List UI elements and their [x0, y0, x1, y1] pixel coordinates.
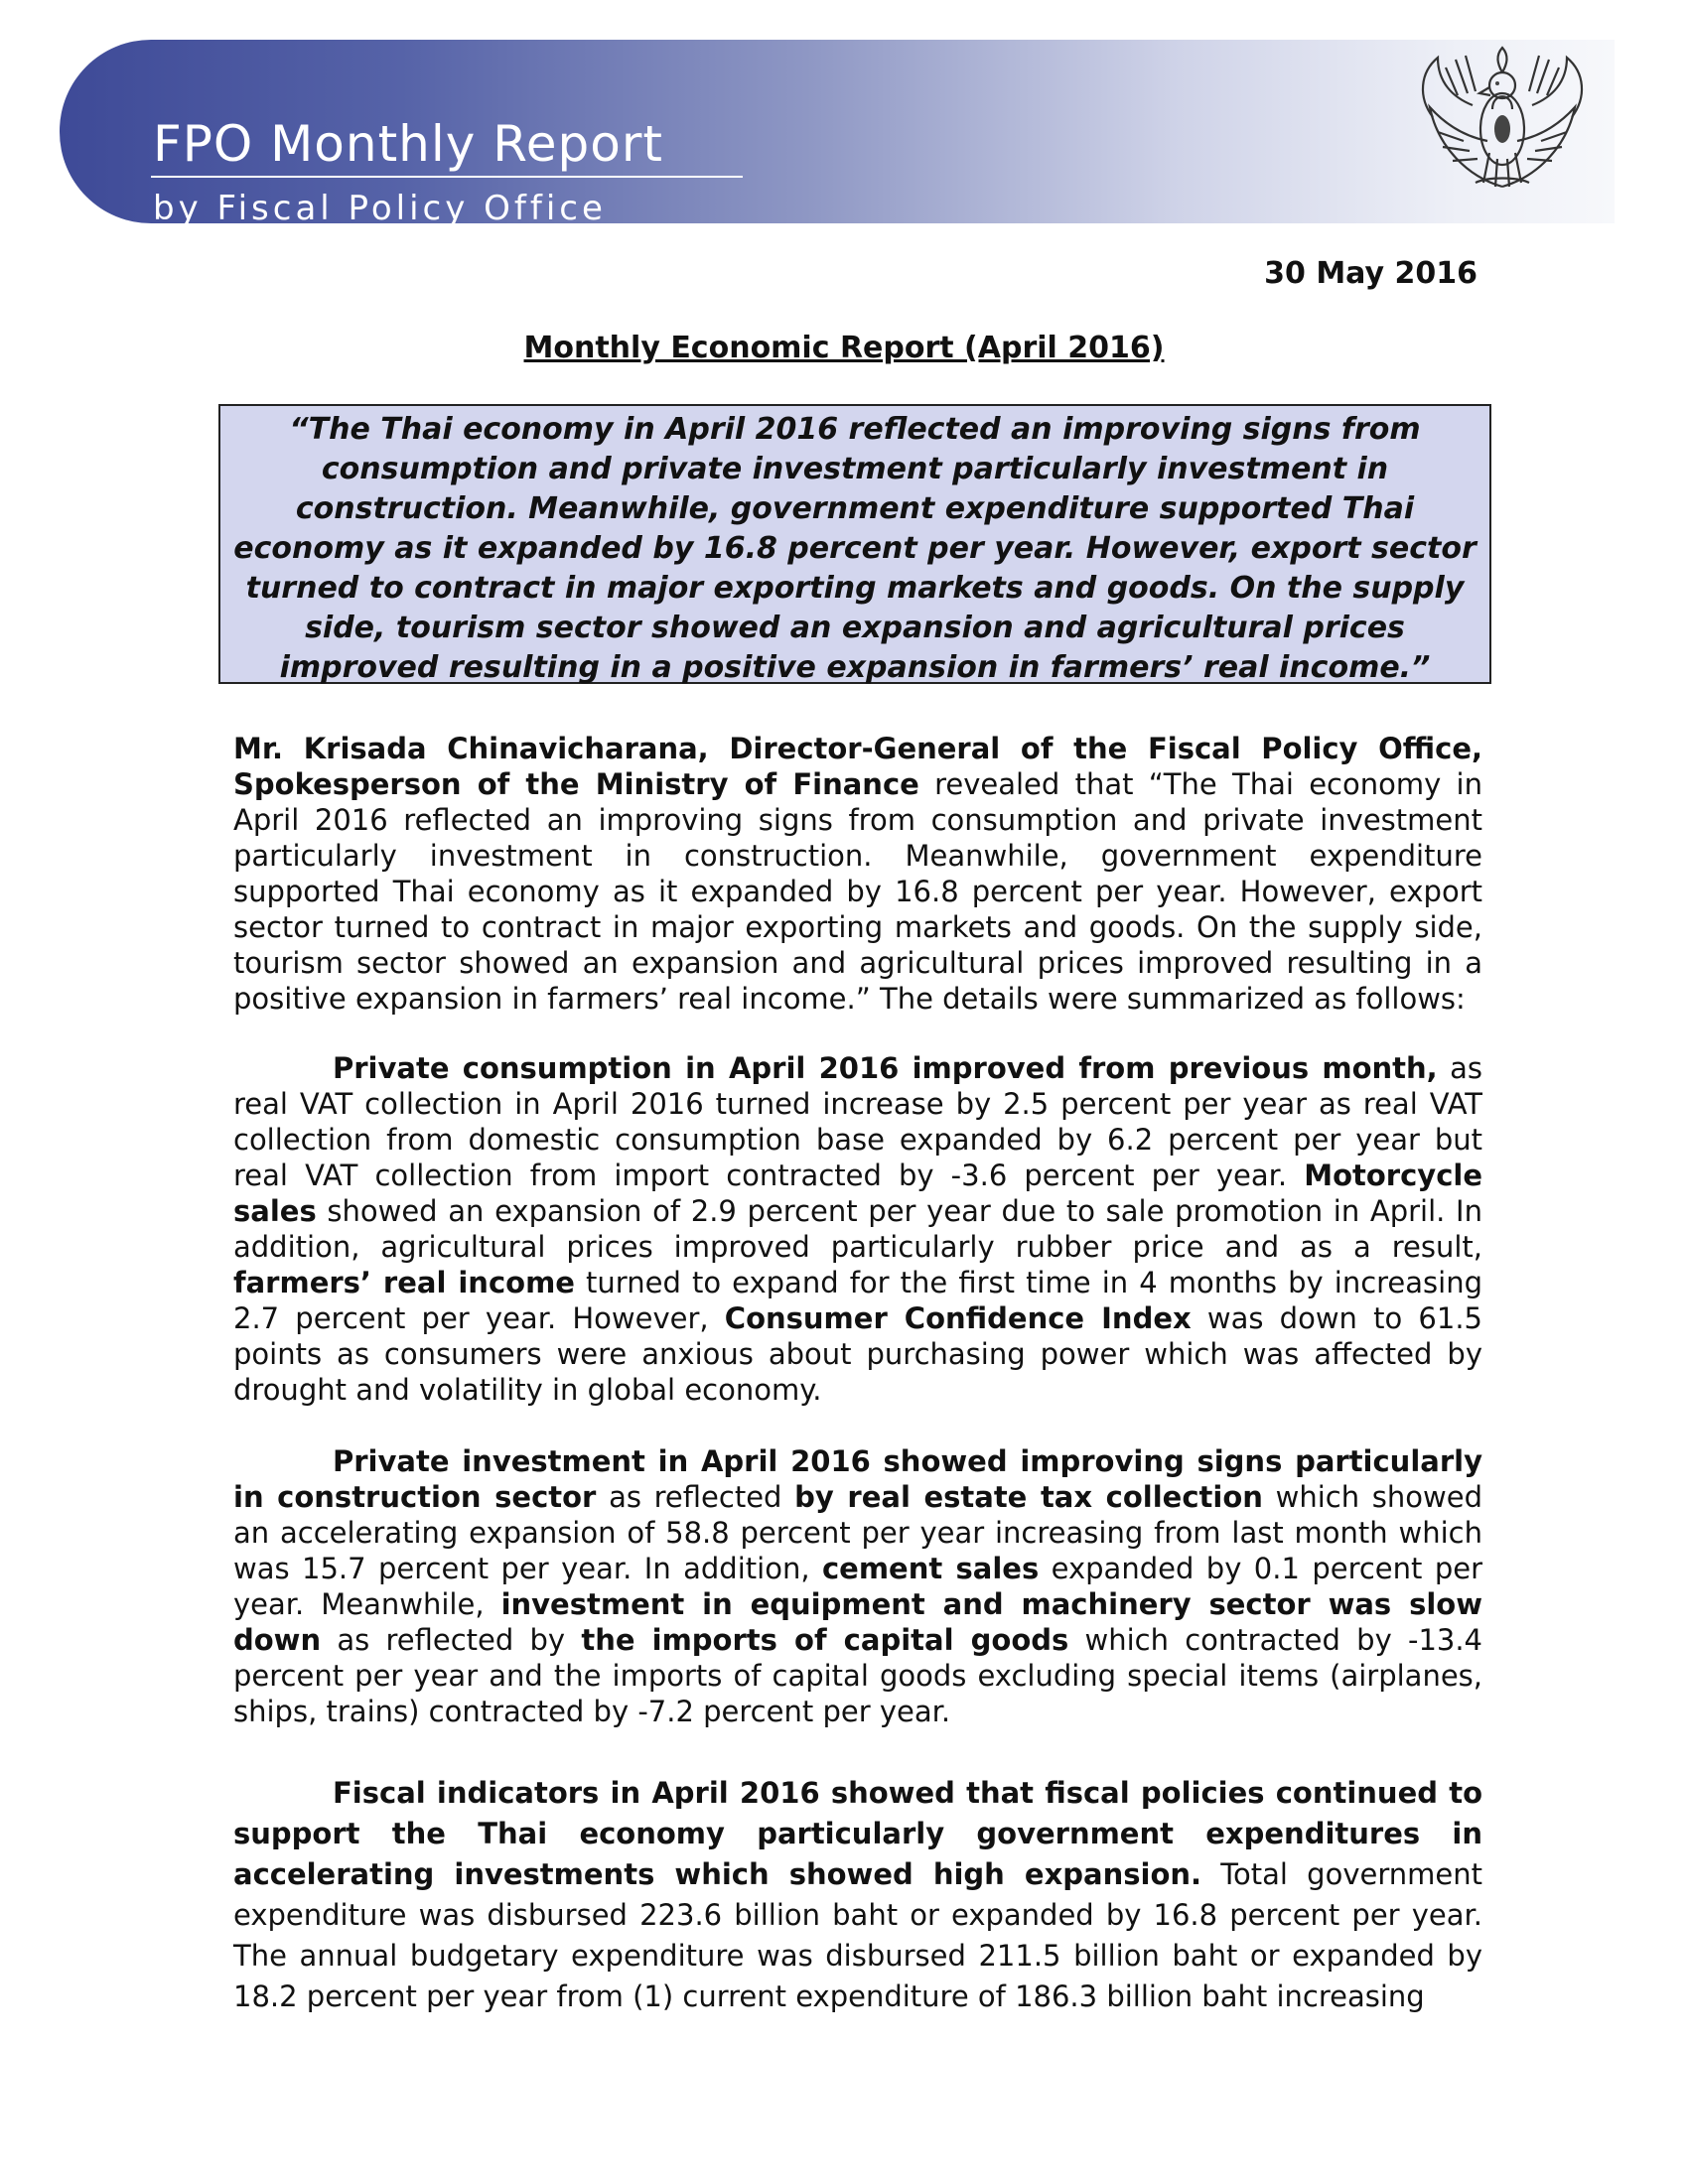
investment-text-2: which showed an accelerating expansion of 58.8 percent per year increasing from last month which was 15.7 percent per year. In addition,	[233, 1480, 1482, 1585]
banner-subtitle: by Fiscal Policy Office	[153, 189, 607, 228]
investment-text-5: which contracted by -13.4 percent per year and the imports of capital goods excluding special items (airplanes, ships, trains) contracted by -7.2 percent per year.	[233, 1623, 1483, 1728]
fiscal-lead: Fiscal indicators in April 2016 showed that fiscal policies continued to support the Thai economy particularly government expenditures in accelerating investments which showed high expansion.	[233, 1776, 1482, 1891]
investment-paragraph	[233, 1443, 1482, 1729]
cement-sales-label: cement sales	[821, 1552, 1040, 1585]
intro-text: revealed that “The Thai economy in April 2016 reflected an improving signs from consumption and private investment particularly investment in construction. Meanwhile, government expenditure supported Thai economy as it expanded by 16.8 percent per year. However, export sector turned to contract in major exporting markets and goods. On the supply side, tourism sector showed an expansion and agricultural prices improved resulting in a positive expansion in farmers’ real income.” The details were summarized as follows:	[233, 767, 1482, 1016]
fiscal-text: Total government expenditure was disbursed 223.6 billion baht or expanded by 16.8 percent per year. The annual budgetary expenditure was disbursed 211.5 billion baht or expanded by 18.2 percent per year from (1) current expenditure of 186.3 billion baht increasing	[233, 1857, 1482, 2013]
consumption-text-1: as real VAT collection in April 2016 turned increase by 2.5 percent per year as real VAT collection from domestic consumption base expanded by 6.2 percent per year but real VAT collection from import contracted by -3.6 percent per year.	[233, 1051, 1482, 1192]
consumption-lead: Private consumption in April 2016 improved from previous month,	[333, 1051, 1438, 1085]
garuda-emblem-icon	[1398, 38, 1607, 206]
investment-text-3: expanded by 0.1 percent per year. Meanwhile,	[233, 1552, 1482, 1621]
investment-lead: Private investment in April 2016 showed improving signs particularly in construction sector	[233, 1444, 1482, 1514]
consumption-text-3: turned to expand for the first time in 4 months by increasing 2.7 percent per year. However,	[233, 1266, 1482, 1335]
banner-divider	[151, 176, 743, 178]
intro-paragraph	[233, 731, 1482, 1017]
summary-quote-box	[218, 404, 1491, 684]
consumer-confidence-label: Consumer Confidence Index	[724, 1301, 1192, 1335]
consumption-text-4: was down to 61.5 points as consumers were anxious about purchasing power which was affected by drought and volatility in global economy.	[233, 1301, 1482, 1407]
real-estate-tax-label: by real estate tax collection	[794, 1480, 1263, 1514]
report-date: 30 May 2016	[1264, 256, 1477, 291]
report-banner	[60, 40, 1615, 228]
equipment-investment-label: investment in equipment and machinery sector was slow down	[233, 1587, 1482, 1657]
capital-goods-label: the imports of capital goods	[581, 1623, 1069, 1657]
motorcycle-sales-label: Motorcycle sales	[233, 1159, 1482, 1228]
intro-lead: Mr. Krisada Chinavicharana, Director-General of the Fiscal Policy Office, Spokesperson of the Ministry of Finance	[233, 732, 1482, 801]
consumption-paragraph	[233, 1050, 1482, 1408]
investment-text-1: as reflected	[596, 1480, 795, 1514]
report-title: Monthly Economic Report (April 2016)	[523, 331, 1165, 365]
banner-title: FPO Monthly Report	[153, 115, 663, 173]
fiscal-paragraph	[233, 1773, 1482, 2017]
summary-quote-text: “The Thai economy in April 2016 reflected an improving signs from consumption and private investment particularly investment in construction. Meanwhile, government expenditure supported Thai economy as it expanded by 16.8 percent per year. However, export sector turned to contract in major exporting markets and goods. On the supply side, tourism sector showed an expansion and agricultural prices improved resulting in a positive expansion in farmers’ real income.”	[233, 412, 1477, 685]
consumption-text-2: showed an expansion of 2.9 percent per year due to sale promotion in April. In addition, agricultural prices improved particularly rubber price and as a result,	[233, 1194, 1482, 1264]
investment-text-4: as reflected by	[321, 1623, 582, 1657]
farmers-income-label: farmers’ real income	[233, 1266, 575, 1299]
